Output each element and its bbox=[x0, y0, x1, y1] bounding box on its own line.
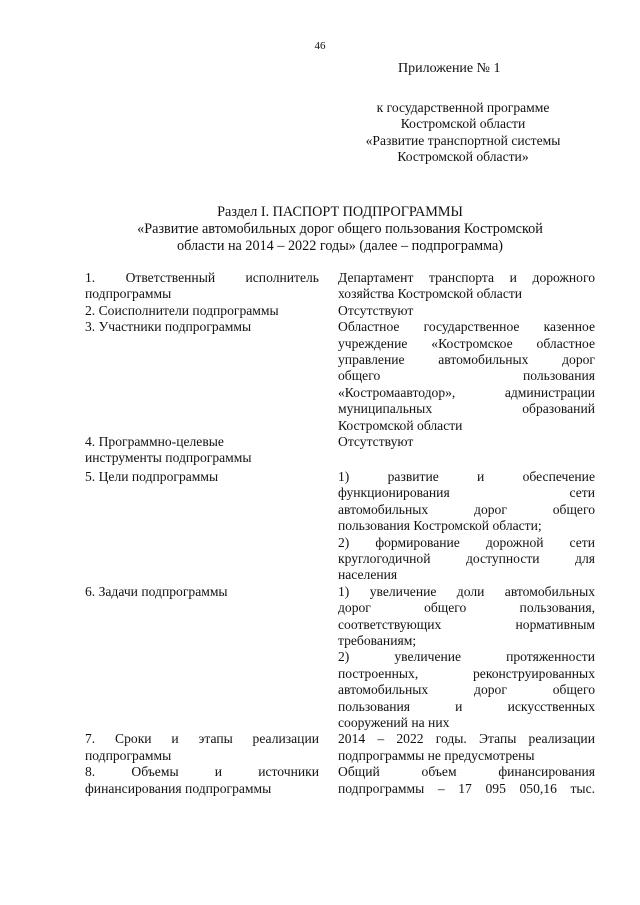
page-number: 46 bbox=[314, 40, 326, 52]
row-value-line: пользования Костромской области; bbox=[338, 518, 542, 534]
appendix-line: к государственной программе bbox=[376, 100, 550, 115]
passport-row-instruments bbox=[85, 434, 595, 467]
section-heading: Раздел I. ПАСПОРТ ПОДПРОГРАММЫ bbox=[217, 204, 463, 220]
section-subtitle-line: области на 2014 – 2022 годы» (далее – подпрограмма) bbox=[176, 238, 504, 255]
row-value-line: 2014 – 2022 годы. Этапы реализации bbox=[338, 731, 595, 747]
row-label-line: подпрограммы bbox=[85, 286, 172, 302]
row-value-line: Департамент транспорта и дорожного bbox=[338, 270, 595, 285]
row-value bbox=[338, 270, 595, 303]
row-label-line: 3. Участники подпрограммы bbox=[85, 319, 252, 335]
row-value-line: 2) увеличение протяженности bbox=[338, 649, 595, 665]
row-label bbox=[85, 469, 319, 584]
row-label-line: 5. Цели подпрограммы bbox=[85, 468, 219, 484]
row-value-line: сооружений на них bbox=[338, 714, 450, 730]
row-value-line: пользования и искусственных bbox=[338, 698, 595, 714]
row-value-line: дорог общего пользования, bbox=[338, 600, 595, 616]
row-value-line: Отсутствуют bbox=[338, 302, 414, 318]
row-value bbox=[338, 731, 595, 764]
row-value-line: требованиям; bbox=[338, 632, 417, 648]
row-label-line: финансирования подпрограммы bbox=[85, 780, 272, 796]
row-value-line: автомобильных дорог общего bbox=[338, 682, 595, 698]
row-value-line: муниципальных образований bbox=[338, 401, 595, 417]
row-label-line: инструменты подпрограммы bbox=[85, 450, 252, 466]
row-value-line: Общий объем финансирования bbox=[338, 764, 595, 780]
appendix-line: Костромской области» bbox=[397, 149, 529, 165]
passport-row-funding bbox=[85, 764, 595, 797]
row-value-line: населения bbox=[338, 567, 398, 583]
row-label bbox=[85, 434, 319, 467]
row-value-line: 2) формирование дорожной сети bbox=[338, 534, 595, 550]
appendix-block bbox=[345, 100, 581, 166]
row-value-line: подпрограммы не предусмотрены bbox=[338, 747, 535, 763]
row-value-line: функционирования сети bbox=[338, 485, 595, 501]
row-value bbox=[338, 434, 595, 467]
row-value bbox=[338, 764, 595, 797]
row-label-line: 2. Соисполнители подпрограммы bbox=[85, 302, 279, 318]
row-label-line: 1. Ответственный исполнитель bbox=[85, 270, 319, 285]
row-label-line: 8. Объемы и источники bbox=[85, 764, 319, 780]
row-value-line: 1) увеличение доли автомобильных bbox=[338, 583, 595, 599]
row-value-line: построенных, реконструированных bbox=[338, 665, 595, 681]
row-value-line: управление автомобильных дорог bbox=[338, 352, 595, 368]
row-value bbox=[338, 469, 595, 584]
appendix-title: Приложение № 1 bbox=[398, 61, 501, 76]
passport-row-goals bbox=[85, 469, 595, 584]
row-label bbox=[85, 319, 319, 434]
row-label-line: подпрограммы bbox=[85, 747, 172, 763]
row-value-line: 1) развитие и обеспечение bbox=[338, 468, 595, 484]
row-value-line: соответствующих нормативным bbox=[338, 616, 595, 632]
row-label bbox=[85, 303, 319, 319]
passport-row-coexecutors bbox=[85, 303, 595, 319]
row-value-line: общего пользования bbox=[338, 368, 595, 384]
row-value-line: Отсутствуют bbox=[338, 434, 414, 450]
row-label bbox=[85, 270, 319, 303]
row-value-line: круглогодичной доступности для bbox=[338, 550, 595, 566]
row-label bbox=[85, 731, 319, 764]
row-value bbox=[338, 303, 595, 319]
row-value-line: Областное государственное казенное bbox=[338, 319, 595, 335]
passport-row-responsible bbox=[85, 270, 595, 303]
row-label-line: 4. Программно-целевые bbox=[85, 434, 224, 450]
section-title bbox=[80, 204, 600, 256]
passport-row-terms bbox=[85, 731, 595, 764]
row-label-line: 6. Задачи подпрограммы bbox=[85, 583, 228, 599]
row-label-line: 7. Сроки и этапы реализации bbox=[85, 731, 319, 747]
passport-row-tasks bbox=[85, 584, 595, 732]
row-value-line: подпрограммы – 17 095 050,16 тыс. bbox=[338, 780, 595, 796]
row-value bbox=[338, 319, 595, 434]
section-subtitle-line: «Развитие автомобильных дорог общего пользования Костромской bbox=[137, 221, 543, 238]
row-label bbox=[85, 584, 319, 732]
row-label bbox=[85, 764, 319, 797]
row-value-line: автомобильных дорог общего bbox=[338, 501, 595, 517]
row-value-line: Костромской области bbox=[338, 417, 463, 433]
appendix-line: Костромской области bbox=[400, 116, 526, 132]
passport-row-participants bbox=[85, 319, 595, 434]
appendix-line: «Развитие транспортной системы bbox=[365, 132, 561, 148]
row-value-line: учреждение «Костромское областное bbox=[338, 335, 595, 351]
row-value-line: хозяйства Костромской области bbox=[338, 286, 523, 302]
row-value bbox=[338, 584, 595, 732]
row-value-line: «Костромаавтодор», администрации bbox=[338, 384, 595, 400]
passport-table bbox=[85, 270, 595, 797]
